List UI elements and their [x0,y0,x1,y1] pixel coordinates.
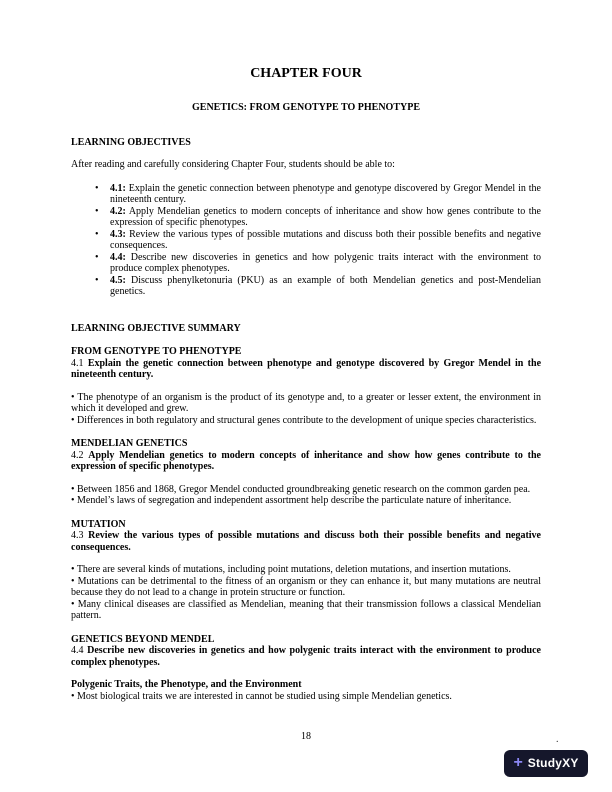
objective-number: 4.1 [71,357,84,369]
objective-number: 4.3: [110,228,126,240]
objective-body [110,229,541,252]
summary-bullet: • The phenotype of an organism is the product of its genotype and, to a greater or lesser extent, the environment in which it developed and grew. [71,391,541,414]
objective-item [71,229,541,252]
subsection-heading: GENETICS BEYOND MENDEL [71,633,215,645]
page-content [71,66,541,702]
objective-body [110,206,541,229]
polygenic-traits-subheading: Polygenic Traits, the Phenotype, and the Environment [71,679,302,690]
bullet-icon: • [95,274,99,286]
objective-statement [71,645,541,668]
learning-objective-summary-heading: LEARNING OBJECTIVE SUMMARY [71,322,241,334]
objectives-intro: After reading and carefully considering Chapter Four, students should be able to: [71,159,395,170]
objective-statement-text: Review the various types of possible mutations and discuss both their possible benefits and negative consequences. [71,530,541,553]
summary-section-genetics-beyond-mendel [71,634,541,703]
objective-item [71,252,541,275]
objective-item [71,275,541,298]
bullet-icon: • [95,251,99,263]
objective-body [110,252,541,275]
objective-number: 4.2 [71,449,84,461]
logo-xy-text: XY [562,755,579,770]
page-number: 18 [301,731,311,742]
objective-statement-text: Apply Mendelian genetics to modern concepts of inheritance and show how genes contribute to the expression of specific phenotypes. [71,449,541,472]
stray-mark: . [556,734,559,745]
objective-number: 4.4 [71,645,84,656]
bullet-icon: • [95,205,99,217]
studyxy-logo [504,750,588,777]
objective-statement-text: Explain the genetic connection between phenotype and genotype discovered by Gregor Mendel in the nineteenth century. [71,357,542,380]
objective-text: Explain the genetic connection between phenotype and genotype discovered by Gregor Mendel in the nineteenth century. [110,182,541,205]
objective-item [71,206,541,229]
summary-bullet: • Most biological traits we are interested in cannot be studied using simple Mendelian genetics. [71,690,452,702]
summary-bullet: • Many clinical diseases are classified as Mendelian, meaning that their transmission follows a classical Mendelian pattern. [71,598,541,621]
summary-bullet: • Mutations can be detrimental to the fitness of an organism or they can enhance it, but many mutations are neutral because they do not lead to a change in protein structure or function. [71,575,541,598]
summary-bullet: • Between 1856 and 1868, Gregor Mendel conducted groundbreaking genetic research on the common garden pea. [71,483,531,495]
summary-section-mutation [71,519,541,622]
subsection-heading: MUTATION [71,518,126,530]
summary-bullet: • There are several kinds of mutations, including point mutations, deletion mutations, and insertion mutations. [71,564,511,575]
objective-number: 4.3 [71,530,84,541]
logo-text [527,755,579,770]
objective-number: 4.4: [110,251,126,263]
subsection-heading: FROM GENOTYPE TO PHENOTYPE [71,346,242,357]
bullet-icon: • [95,228,99,240]
plus-icon: + [513,754,523,771]
objective-number: 4.2: [110,205,126,217]
learning-objectives-heading: LEARNING OBJECTIVES [71,136,191,148]
objective-body [110,275,541,298]
objective-statement [71,450,541,473]
objective-item [71,183,541,206]
logo-study-text: Study [527,755,563,770]
summary-bullet: • Differences in both regulatory and structural genes contribute to the development of unique species characteristics. [71,414,537,426]
objective-text: Describe new discoveries in genetics and how polygenic traits interact with the environment to produce complex phenotypes. [110,251,542,274]
objective-body [110,183,541,206]
objective-number: 4.1: [110,182,126,194]
objective-number: 4.5: [110,274,126,286]
summary-bullet: • Mendel’s laws of segregation and independent assortment help describe the particulate nature of inheritance. [71,495,512,506]
objectives-list [71,183,541,298]
objective-statement-text: Describe new discoveries in genetics and how polygenic traits interact with the environment to produce complex phenotypes. [71,645,542,668]
summary-section-from-genotype-to-phenotype [71,346,541,426]
objective-statement [71,530,541,553]
subsection-heading: MENDELIAN GENETICS [71,438,188,449]
objective-statement [71,358,541,381]
objective-text: Discuss phenylketonuria (PKU) as an example of both Mendelian genetics and post-Mendelian genetics. [110,274,542,297]
chapter-subtitle: GENETICS: FROM GENOTYPE TO PHENOTYPE [192,102,420,113]
objective-text: Apply Mendelian genetics to modern concepts of inheritance and show how genes contribute to the expression of specific phenotypes. [110,205,541,228]
summary-section-mendelian-genetics [71,438,541,507]
chapter-title: CHAPTER FOUR [250,66,362,81]
bullet-icon: • [95,182,99,194]
objective-text: Review the various types of possible mutations and discuss both their possible benefits and negative consequences. [110,228,542,251]
